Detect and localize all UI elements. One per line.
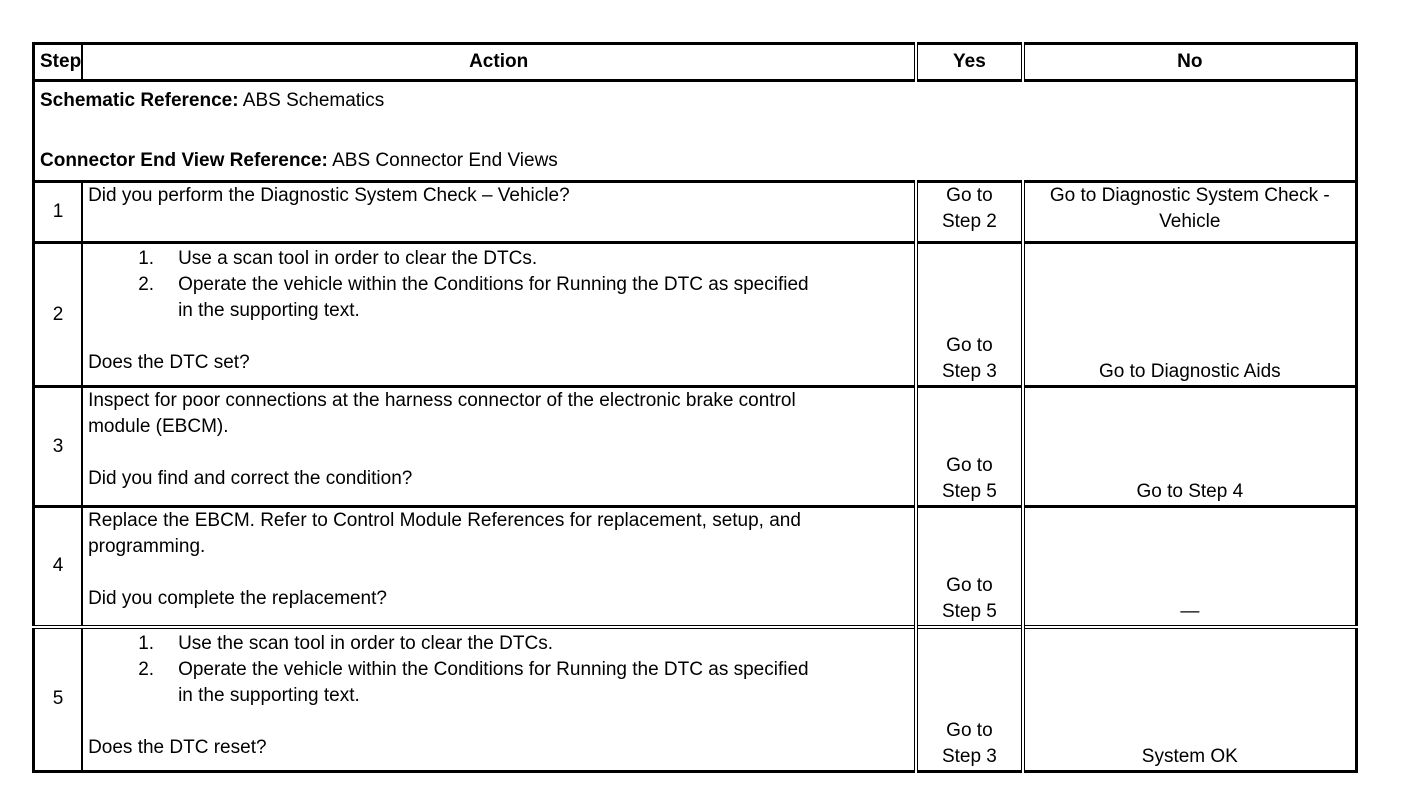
action-list (88, 246, 909, 324)
step-number: 2 (34, 243, 83, 387)
schematic-reference-link[interactable]: ABS Schematics (242, 90, 385, 111)
table-row-step-1 (34, 182, 1357, 243)
yes-line-2[interactable]: Step 3 (941, 746, 997, 767)
no-line-1[interactable]: Go to Step 4 (1136, 481, 1244, 502)
action-text: Replace the EBCM. Refer to Control Module References for replacement, setup, and programming. (88, 510, 801, 557)
action-text: Inspect for poor connections at the harness connector of the electronic brake control module (EBCM). (88, 390, 796, 437)
yes-cell (916, 182, 1022, 243)
header-row (34, 44, 1357, 81)
yes-line-1[interactable]: Go to (946, 574, 993, 596)
list-item-text: Operate the vehicle within the Conditions for Running the DTC as specified in the supporting text. (178, 274, 809, 321)
list-item-text: Operate the vehicle within the Conditions for Running the DTC as specified in the supporting text. (178, 658, 809, 706)
step-number: 3 (34, 387, 83, 507)
action-cell (82, 507, 916, 627)
action-cell (82, 182, 916, 243)
list-item (88, 631, 909, 657)
header-action: Action (82, 44, 916, 81)
list-item-text: Use the scan tool in order to clear the DTCs. (178, 632, 553, 654)
yes-line-1[interactable]: Go to (946, 335, 993, 356)
header-no: No (1023, 44, 1357, 81)
action-cell (82, 627, 916, 772)
yes-cell (916, 387, 1022, 507)
yes-line-2[interactable]: Step 5 (941, 600, 997, 622)
list-item-number: 1. (138, 632, 155, 654)
list-item (88, 246, 909, 272)
no-cell (1023, 182, 1357, 243)
yes-line-1[interactable]: Go to (946, 185, 993, 206)
step-number: 4 (34, 507, 83, 627)
action-list (88, 631, 909, 709)
no-line-1: System OK (1141, 746, 1238, 767)
yes-line-2[interactable]: Step 3 (941, 361, 997, 382)
yes-cell (916, 627, 1022, 772)
table-row-step-2 (34, 243, 1357, 387)
reference-row (34, 81, 1357, 182)
no-line-1[interactable]: Go to Diagnostic System Check - (1049, 185, 1330, 206)
question-text: Does the DTC set? (88, 352, 250, 373)
table-row-step-3 (34, 387, 1357, 507)
table-row-step-4 (34, 507, 1357, 627)
connector-reference-label: Connector End View Reference: (40, 150, 328, 171)
step-number: 5 (34, 627, 83, 772)
connector-reference-link[interactable]: ABS Connector End Views (332, 150, 558, 171)
question-text: Did you complete the replacement? (88, 588, 387, 609)
yes-cell (916, 243, 1022, 387)
yes-cell (916, 507, 1022, 627)
schematic-reference (40, 86, 1350, 116)
list-item-number: 2. (138, 274, 155, 295)
step-number: 1 (34, 182, 83, 243)
diagnostic-table (32, 42, 1358, 773)
no-cell (1023, 627, 1357, 772)
table-row-step-5 (34, 627, 1357, 772)
yes-line-1[interactable]: Go to (946, 455, 993, 476)
question-text: Did you find and correct the condition? (88, 468, 413, 489)
list-item (88, 657, 909, 709)
yes-line-2[interactable]: Step 5 (941, 481, 997, 502)
header-yes: Yes (916, 44, 1022, 81)
reference-cell (34, 81, 1357, 182)
list-item-text: Use a scan tool in order to clear the DTCs. (178, 248, 538, 269)
no-line-1: — (1180, 600, 1200, 622)
header-step: Step (34, 44, 83, 81)
yes-line-1[interactable]: Go to (946, 720, 993, 741)
list-item-number: 1. (138, 248, 155, 269)
list-item-number: 2. (138, 658, 155, 680)
no-cell (1023, 387, 1357, 507)
action-cell (82, 387, 916, 507)
connector-reference (40, 146, 1350, 176)
no-line-2[interactable]: Vehicle (1159, 211, 1221, 232)
yes-line-2[interactable]: Step 2 (941, 211, 997, 232)
no-cell (1023, 507, 1357, 627)
no-line-1[interactable]: Go to Diagnostic Aids (1098, 361, 1281, 382)
question-text: Does the DTC reset? (88, 736, 267, 758)
no-cell (1023, 243, 1357, 387)
action-text: Did you perform the Diagnostic System Check – Vehicle? (88, 185, 570, 206)
schematic-reference-label: Schematic Reference: (40, 90, 239, 111)
list-item (88, 272, 909, 324)
action-cell (82, 243, 916, 387)
